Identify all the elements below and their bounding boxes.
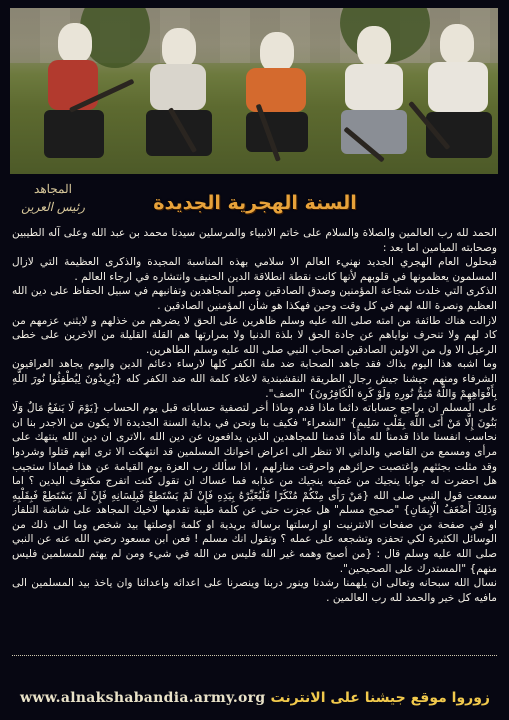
paragraph: الحمد لله رب العالمين والصلاة والسلام على خاتم الانبياء والمرسلين سيدنا محمد بن عبد الله وعلى آله الطيبين وصحابته الميامين اما بعد : bbox=[12, 227, 497, 254]
signature-line-2: رئيس العرين bbox=[21, 200, 85, 214]
signature bbox=[18, 180, 88, 216]
signature-line-1: المجاهد bbox=[34, 182, 72, 196]
paragraph: فبحلول العام الهجري الجديد نهنيء العالم الا سلامي بهذه المناسبة المجيدة والذكرى العظيمة التي لازال المسلمون يعظمونها في قلوبهم لأنها كانت نقطة انطلاقة الدين الحنيف وانتشاره في ارجاء العالم . bbox=[12, 256, 497, 283]
paragraph: وما اشبه هذا اليوم بذاك فقد جاهد الصحابة ضد ملة الكفر كلها لارساء دعائم الدين واليوم يجاهد العراقيون الشرفاء ومنهم جيشنا جيش رجال الطريقة النقشبندية لاعلاء كلمة الله ضد الكفر كله {يُرِيدُونَ لِيُطْفِئُوا نُورَ اللَّهِ بِأَفْوَاهِهِمْ وَاللَّهُ مُتِمُّ نُورِهِ وَلَوْ كَرِهَ الْكَافِرُونَ} "الصف". bbox=[12, 358, 497, 400]
photo-figure bbox=[335, 26, 415, 166]
footer bbox=[20, 686, 490, 710]
paragraph: على المسلم ان يراجع حساباته دائما ماذا قدم وماذا أخر لتصفية حساباته قبل يوم الحساب {يَوْمَ لَا يَنفَعُ مَالٌ وَلَا بَنُونَ إِلَّا مَنْ أَتَى اللَّهَ بِقَلْبٍ سَلِيمٍ} "الشعراء" فكيف بنا ونحن في بداية السنة الجديدة الا يكون من الاجدر بنا ان نحاسب انفسنا ماذا قدمنا لله ماذا قدمنا للمجاهدين الذين يدافعون عن دين الله ،الاترى ان دين الله ينتهك على مرأى ومسمع من القاصي والداني الا تنظر الى اعراض اخوانك المسلمين قد انتهكت الا ترى انهم قتلوا وشردوا وقد مثلت بجثثهم واغتصبت حرائرهم واحرقت منازلهم ، اذا سألك رب العزة يوم القيامة عن هذا فيماذا ستجيب هل احضرت له جوابا ينجيك من غضبه ينجيك من عذابه فما عساك ان تقول كنت اتفرج مكتوف اليدين ؟ اما سمعت قول النبي صلى الله {مَنْ رَأَى مِنْكُمْ مُنْكَرًا فَلْيُغَيِّرْهُ بِيَدِهِ فَإِنْ لَمْ يَسْتَطِعْ فَبِلِسَانِهِ فَإِنْ لَمْ يَسْتَطِعْ فَبِقَلْبِهِ وَذَلِكَ أَضْعَفُ الْإِيمَانِ} "صحيح مسلم" هل عجزت حتى عن كلمة طيبة تقدمها لاخيك المجاهد على شاشة التلفاز او في صفحة من صفحات الانترنيت او ارسلتها برسالة بريدية او كلمة اوصلتها بيد شخص وما الى ذلك من الوسائل الكثيرة لكي تحفزه وتشجعه على عمله ؟ وتقول انك مسلم ! فعن ابن مسعود رضي الله عنه عن النبي صلى الله عليه وسلم قال : {من أصبح وهمه غير الله فليس من الله في شيء ومن لم يهتم للمسلمين فليس منهم} "المستدرك على الصحيحين". bbox=[12, 402, 497, 575]
paragraph: الذكرى التي خلدت شجاعة المؤمنين وصدق الصادقين وصبر المجاهدين وتفانيهم في سبيل الحفاظ على دين الله العظيم ونصرة الله لهم في كل وقت وحين فهكذا هو شأن المؤمنين الصادقين . bbox=[12, 285, 497, 312]
photo-figure bbox=[140, 26, 220, 166]
photo-figure bbox=[238, 32, 318, 162]
divider bbox=[12, 655, 497, 656]
photo-figure bbox=[420, 20, 498, 170]
paragraph: نسال الله سبحانه وتعالى ان يلهمنا رشدنا وينور دربنا وينصرنا على اعدائه واعدائنا وان ياخذ بيد المسلمين الى مافيه كل خير والحمد لله رب العالمين . bbox=[12, 577, 497, 604]
article-body bbox=[12, 226, 497, 651]
header-photo bbox=[10, 8, 498, 174]
photo-figure bbox=[30, 18, 110, 168]
footer-label: زوروا موقع جيشنا على الانترنت bbox=[270, 690, 490, 706]
website-link[interactable]: www.alnakshabandia.army.org bbox=[20, 690, 266, 706]
paragraph: لازالت هناك طائفة من امته صلى الله عليه وسلم ظاهرين على الحق لا يضرهم من خذلهم و لايثني عزمهم من كاد لهم ولا تنحرف نواياهم عن جادة الحق لا بلذة الدنيا ولا بمرارتها هم القلة القليلة من الاخرين على خطى الرعيل الا ول من الاولين الصادقين اصحاب النبي صلى الله عليه وسلم الطاهرين. bbox=[12, 314, 497, 356]
page-title: السنة الهجرية الجديدة bbox=[153, 192, 357, 214]
